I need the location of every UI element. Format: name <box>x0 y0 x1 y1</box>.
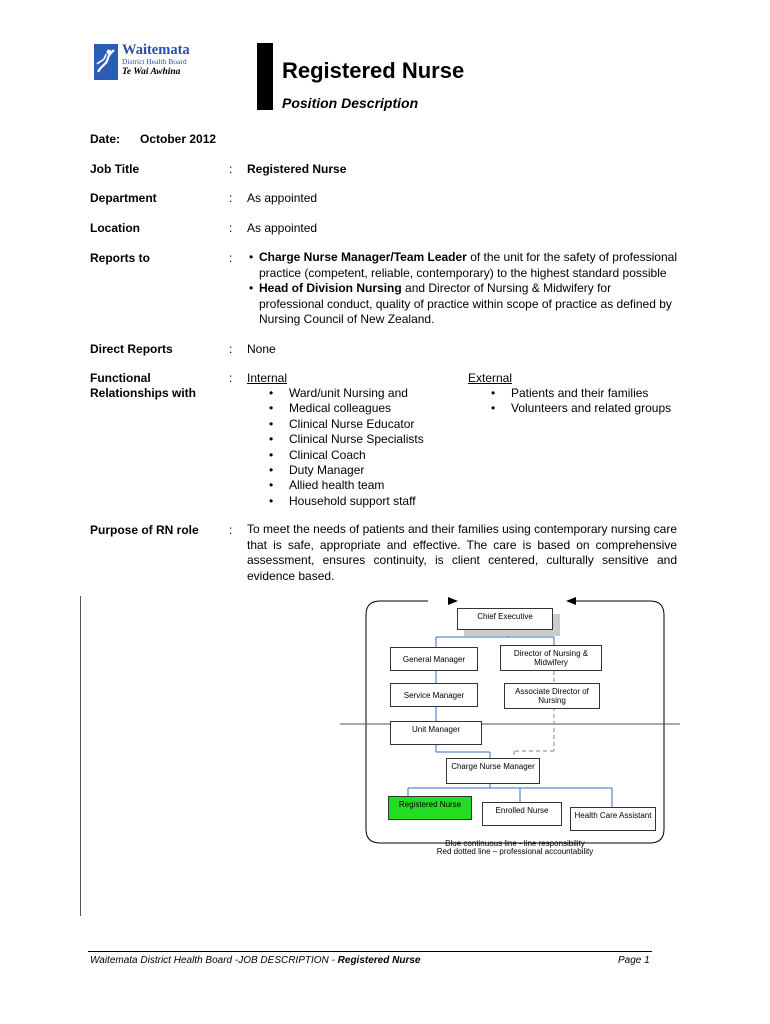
box-registered-nurse: Registered Nurse <box>388 796 472 820</box>
page-subtitle: Position Description <box>282 95 419 111</box>
reports-to-label: Reports to <box>90 251 150 265</box>
external-list <box>487 386 671 417</box>
list-item: • Ward/unit Nursing and <box>265 386 424 401</box>
list-item: • Medical colleagues <box>265 401 424 416</box>
reports-to-item-bold: Charge Nurse Manager/Team Leader <box>259 250 467 264</box>
reports-to-item: • Head of Division Nursing and Director of Nursing & Midwifery for professional conduct, quality of practice within scope of practice as defined by Nursing Council of New Zealand. <box>249 281 672 326</box>
reports-to-item: • Charge Nurse Manager/Team Leader of the unit for the safety of professional practice (competent, reliable, contemporary) to the highest standard possible <box>249 250 677 280</box>
direct-reports-colon: : <box>229 342 233 356</box>
box-chief-executive: Chief Executive <box>457 608 553 630</box>
location-label: Location <box>90 221 140 235</box>
list-item: • Duty Manager <box>265 463 424 478</box>
reports-to-item-text: of the unit for the safety of professional practice (competent, reliable, contemporary) to the highest standard possible <box>259 250 677 280</box>
reports-to-item-text: and Director of Nursing & Midwifery for professional conduct, quality of practice within scope of practice as defined by Nursing Council of New Zealand. <box>259 281 672 326</box>
reports-to-item-bold: Head of Division Nursing <box>259 281 402 295</box>
box-charge-nurse-manager: Charge Nurse Manager <box>446 758 540 784</box>
box-service-manager: Service Manager <box>390 683 478 707</box>
logo-subtitle: District Health Board <box>122 57 187 66</box>
purpose-colon: : <box>229 523 233 537</box>
legend-red-dotted: Red dotted line – professional accountability <box>436 847 594 856</box>
box-director-nursing: Director of Nursing & Midwifery <box>500 645 602 671</box>
page-title: Registered Nurse <box>282 58 465 83</box>
list-item: • Household support staff <box>265 494 424 509</box>
direct-reports-label: Direct Reports <box>90 342 173 356</box>
box-associate-director: Associate Director of Nursing <box>504 683 600 709</box>
job-title-colon: : <box>229 162 233 176</box>
box-unit-manager: Unit Manager <box>390 721 482 745</box>
box-general-manager: General Manager <box>390 647 478 671</box>
external-heading: External <box>468 371 513 385</box>
box-enrolled-nurse: Enrolled Nurse <box>482 802 562 826</box>
margin-rule <box>80 596 81 916</box>
list-item: • Volunteers and related groups <box>487 401 671 416</box>
reports-to-colon: : <box>229 251 233 265</box>
footer-prefix: Waitemata District Health Board -JOB DESCRIPTION - <box>90 955 338 966</box>
page-number: Page 1 <box>618 955 650 966</box>
department-label: Department <box>90 191 157 205</box>
job-title-label: Job Title <box>90 162 140 176</box>
date-value: October 2012 <box>140 132 217 146</box>
location-colon: : <box>229 221 233 235</box>
functional-colon: : <box>229 371 233 385</box>
dhb-logo <box>94 42 204 82</box>
list-item: • Clinical Nurse Educator <box>265 417 424 432</box>
footer-role: Registered Nurse <box>337 955 421 966</box>
list-item: • Allied health team <box>265 478 424 493</box>
title-accent-bar <box>257 43 273 110</box>
functional-label-line2: Relationships with <box>90 386 197 400</box>
footer-rule <box>88 951 652 952</box>
logo-emblem-icon <box>94 44 118 80</box>
list-item: • Clinical Nurse Specialists <box>265 432 424 447</box>
purpose-text: To meet the needs of patients and their families using contemporary nursing care that is safe, appropriate and effective. The care is based on comprehensive assessment, ensures continuity, is client centered, culturally sensitive and evidence based. <box>247 522 677 583</box>
department-value: As appointed <box>247 191 318 205</box>
legend-blue-line: Blue continuous line - line responsibility <box>445 839 585 848</box>
org-chart <box>340 595 690 865</box>
functional-label-line1: Functional <box>90 371 151 385</box>
list-item: • Patients and their families <box>487 386 671 401</box>
internal-list <box>265 386 424 509</box>
date-label: Date: <box>90 132 121 146</box>
direct-reports-value: None <box>247 342 276 356</box>
reports-to-list <box>247 250 677 328</box>
logo-name: Waitemata <box>122 42 190 58</box>
job-title-value: Registered Nurse <box>247 162 347 176</box>
purpose-label: Purpose of RN role <box>90 523 199 537</box>
internal-heading: Internal <box>247 371 288 385</box>
department-colon: : <box>229 191 233 205</box>
footer-title <box>90 955 420 966</box>
logo-maori-name: Te Wai Awhina <box>122 67 181 77</box>
box-health-care-assistant: Health Care Assistant <box>570 807 656 831</box>
location-value: As appointed <box>247 221 318 235</box>
list-item: • Clinical Coach <box>265 448 424 463</box>
